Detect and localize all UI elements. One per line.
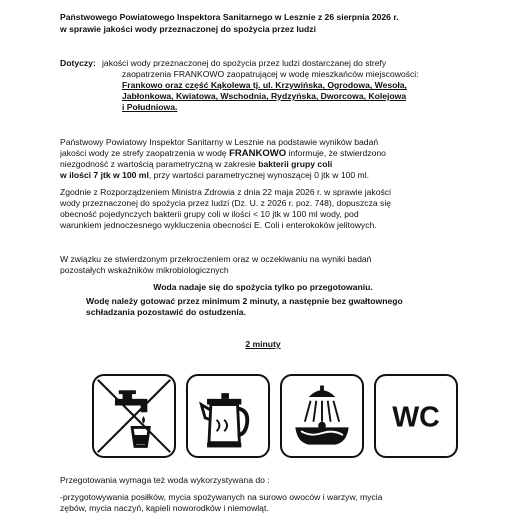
footer-line-2: zębów, mycia naczyń, kąpieli noworodków i niemowląt. (60, 503, 269, 513)
para2-line-2: wody przeznaczonej do spożycia przez ludzi (Dz. U. z 2026 r. poz. 748), dopuszcza się (60, 198, 392, 208)
dotyczy-line-3: Frankowo oraz część Kąkolewa tj. ul. Krzywińska, Ogrodowa, Wesoła, (122, 80, 407, 90)
dotyczy-line-5: i Południowa. (122, 102, 178, 112)
footer-line-1: -przygotowywania posiłków, mycia spożywanych na surowo owoców i warzyw, mycia (60, 492, 383, 502)
wc-label: WC (392, 401, 440, 434)
para1-line-1: Państwowy Powiatowy Inspektor Sanitarny w Lesznie na podstawie wyników badań (60, 137, 379, 147)
para3-line-1: W związku ze stwierdzonym przekroczeniem oraz w oczekiwaniu na wyniki badań (60, 254, 372, 264)
para2-line-3: obecność pojedynczych bakterii grupy coli w ilości < 10 jtk w 100 ml wody, pod (60, 209, 359, 219)
para2-line-4: warunkiem jednoczesnego wykluczenia obecności E. Coli i enterokoków jelitowych. (60, 220, 377, 230)
boil-notice: Woda nadaje się do spożycia tylko po przegotowaniu. (153, 282, 373, 292)
wc-icon (374, 374, 458, 458)
para3-line-2: pozostałych wskaźników mikrobiologicznych (60, 265, 229, 275)
para1-line-2: jakości wody ze strefy zaopatrzenia w wodę FRANKOWO informuje, że stwierdzono (60, 148, 386, 159)
para1-line-3: niezgodność z wartością parametryczną w zakresie bakterii grupy coli (60, 159, 333, 169)
shower-bath-icon (280, 374, 364, 458)
duration-label: 2 minuty (245, 339, 281, 349)
header-line-2: w sprawie jakości wody przeznaczonej do spożycia przez ludzi (60, 24, 316, 34)
header-line-1: Państwowego Powiatowego Inspektora Sanitarnego w Lesznie z 26 sierpnia 2026 r. (60, 12, 399, 22)
dotyczy-label: Dotyczy: (60, 58, 96, 68)
dotyczy-line-1: jakości wody przeznaczonej do spożycia przez ludzi dostarczanej do strefy (102, 58, 387, 68)
para1-line-4: w ilości 7 jtk w 100 ml, przy wartości parametrycznej wynoszącej 0 jtk w 100 ml. (60, 170, 370, 180)
kettle-icon (186, 374, 270, 458)
dotyczy-line-2: zaopatrzenia FRANKOWO zaopatrującej w wodę mieszkańców miejscowości: (122, 69, 419, 79)
boil-line-2: schładzania pozostawić do ostudzenia. (86, 307, 246, 317)
boil-line-1: Wodę należy gotować przez minimum 2 minuty, a następnie bez gwałtownego (86, 296, 403, 306)
footer-intro: Przegotowania wymaga też woda wykorzystywana do : (60, 475, 270, 485)
no-drinking-tap-icon (92, 374, 176, 458)
para2-line-1: Zgodnie z Rozporządzeniem Ministra Zdrowia z dnia 22 maja 2026 r. w sprawie jakości (60, 187, 392, 197)
dotyczy-line-4: Jabłonkowa, Kwiatowa, Wschodnia, Rydzyńska, Dworcowa, Kolejowa (122, 91, 407, 101)
